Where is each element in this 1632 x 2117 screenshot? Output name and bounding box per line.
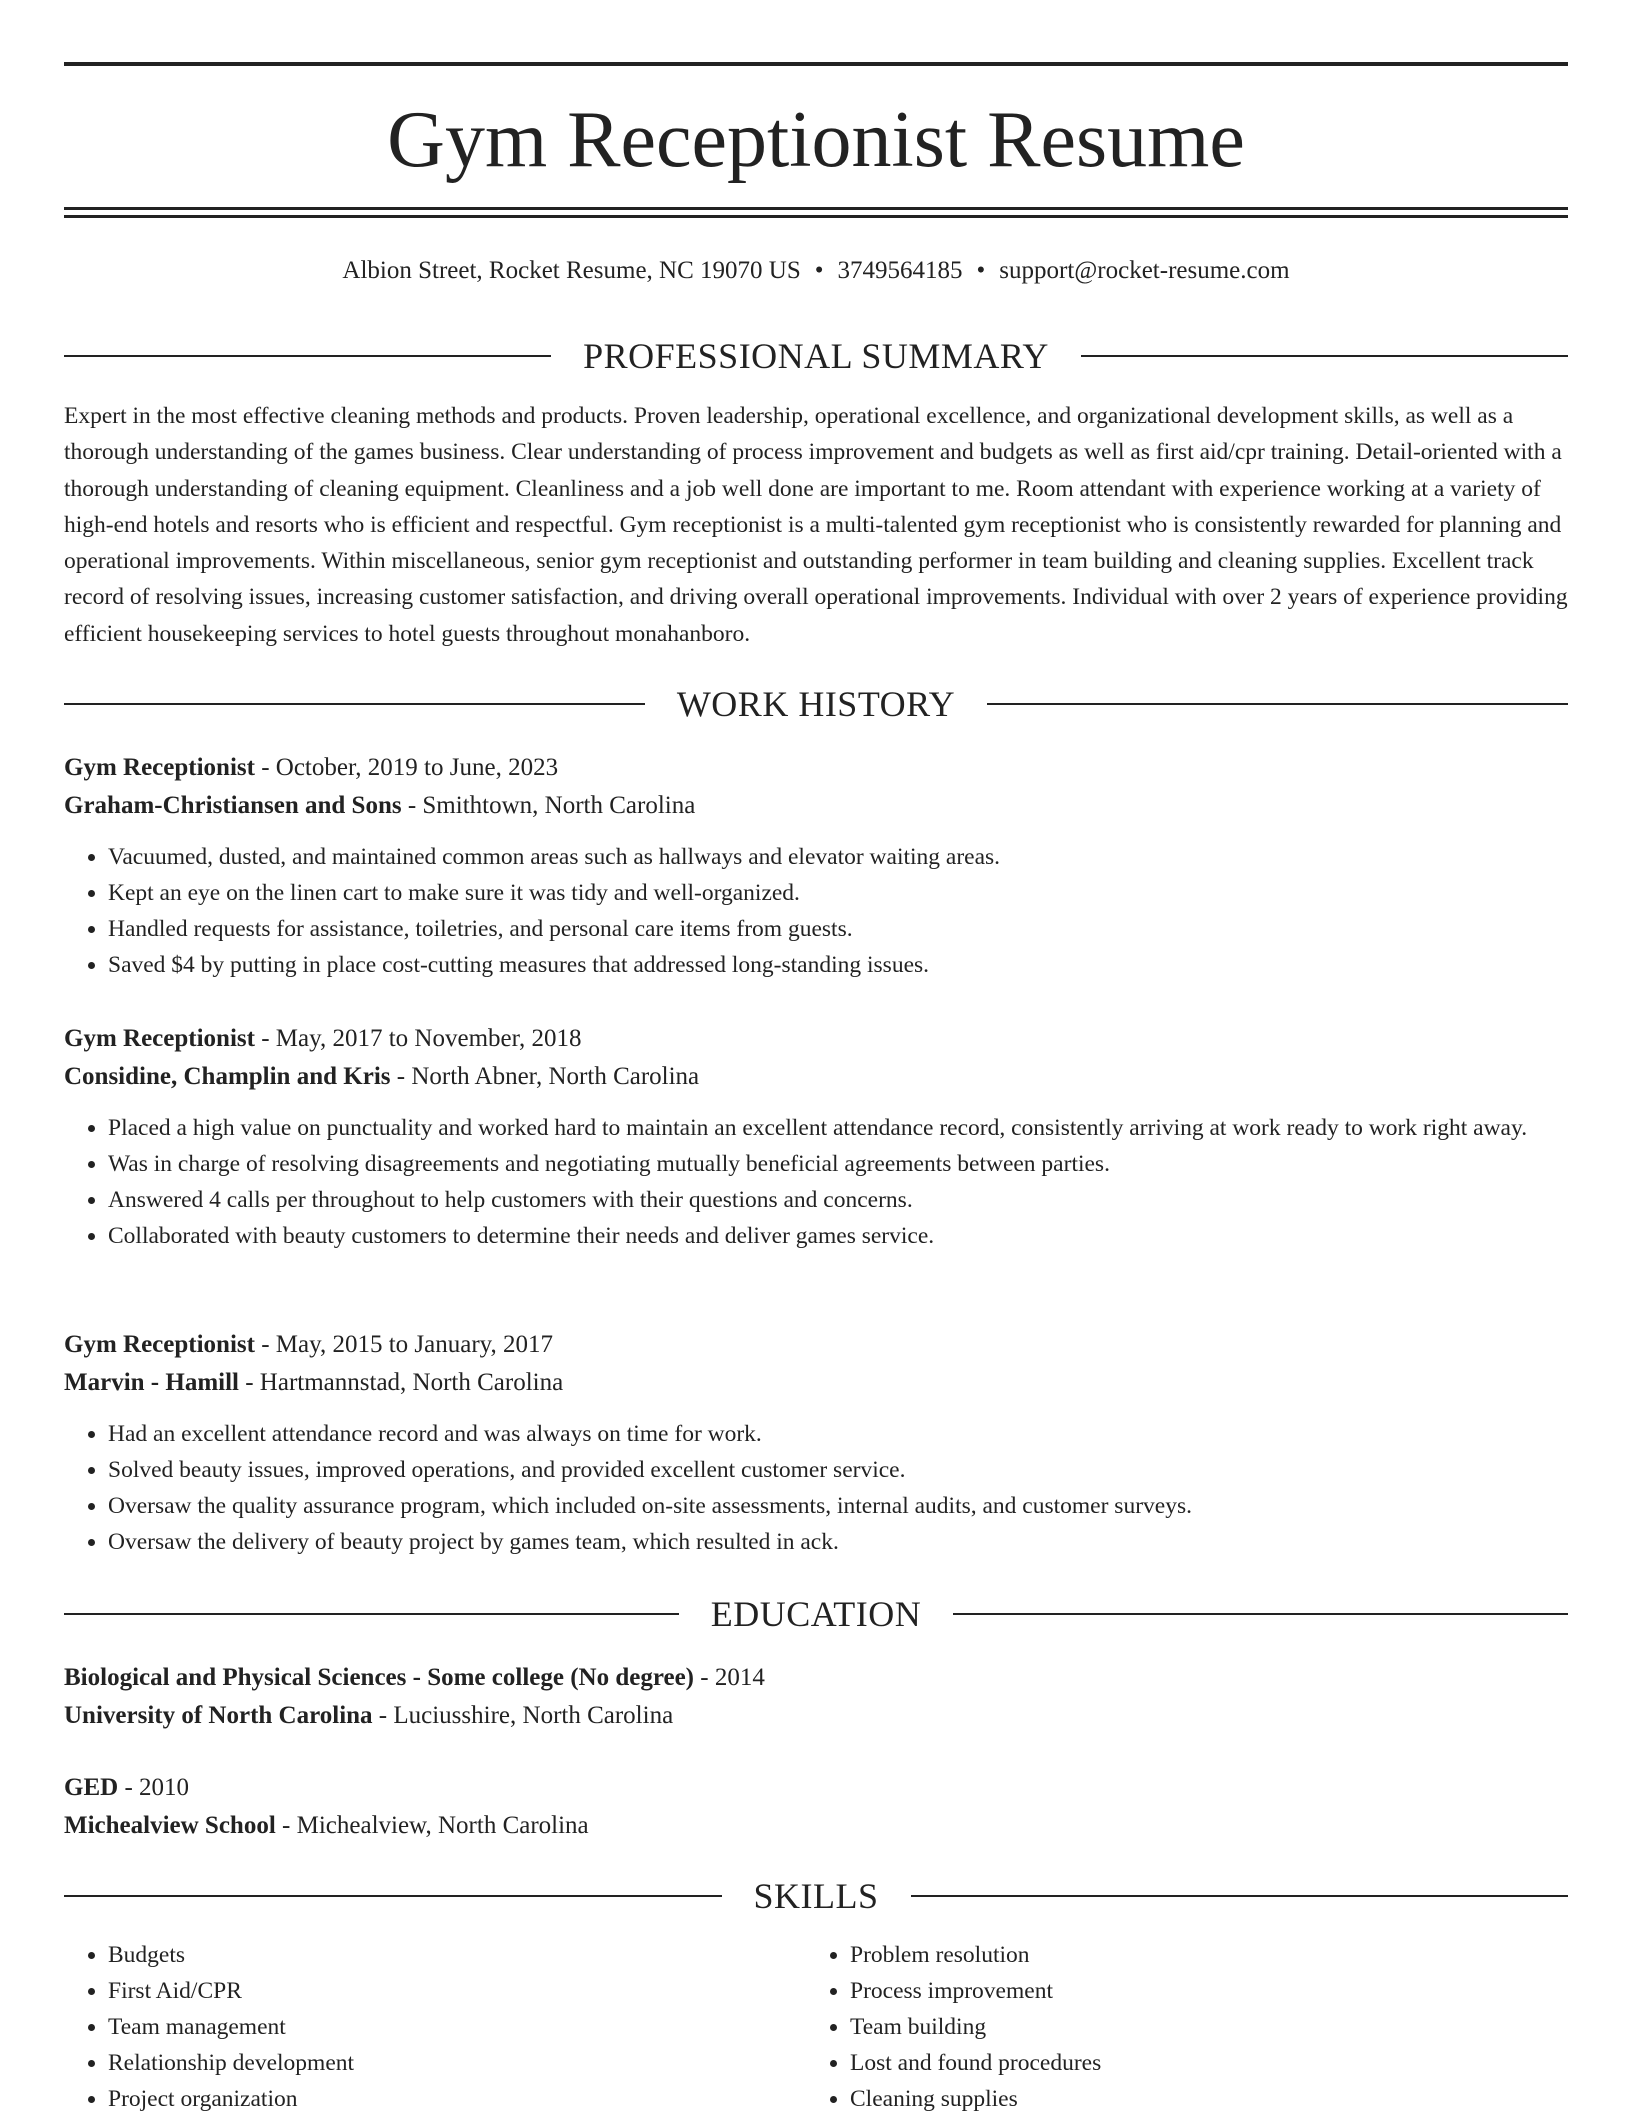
contact-separator: • (814, 257, 824, 284)
education-school: Michealview School (64, 1812, 276, 1839)
resume-title: Gym Receptionist Resume (387, 96, 1245, 184)
section-heading-education (64, 1592, 1568, 1636)
education-entry (64, 1659, 1568, 1735)
section-title: EDUCATION (710, 1594, 922, 1634)
skill-item: • Problem resolution (850, 1937, 1566, 1973)
education-location: - Michealview, North Carolina (275, 1812, 589, 1839)
job-company-line (64, 787, 1568, 825)
job-bullets (64, 1416, 1568, 1560)
list-item: • Saved $4 by putting in place cost-cutting measures that addressed long-standing issues. (108, 947, 1568, 983)
job-title: Gym Receptionist (64, 1025, 255, 1052)
education-degree: GED (64, 1774, 119, 1801)
job-company-line (64, 1364, 1568, 1402)
job-company-line (64, 1058, 1568, 1096)
job-dates: - May, 2015 to January, 2017 (254, 1331, 554, 1358)
list-item: • Answered 4 calls per throughout to help customers with their questions and concerns. (108, 1182, 1568, 1218)
contact-email: support@rocket-resume.com (999, 257, 1290, 284)
education-school: University of North Carolina (64, 1702, 373, 1729)
job-location: - Smithtown, North Carolina (401, 792, 696, 819)
job-company: Considine, Champlin and Kris (64, 1063, 391, 1090)
education-year: - 2014 (694, 1664, 765, 1691)
list-item: • Solved beauty issues, improved operations, and provided excellent customer service. (108, 1452, 1568, 1488)
job-bullets (64, 1110, 1568, 1254)
skill-item: • Process improvement (850, 1973, 1566, 2009)
section-title: SKILLS (753, 1876, 879, 1916)
job-title: Gym Receptionist (64, 754, 255, 781)
list-item: • Was in charge of resolving disagreements and negotiating mutually beneficial agreements between parties. (108, 1146, 1568, 1182)
title-rule-lower (64, 215, 1568, 218)
section-heading-skills (64, 1874, 1568, 1918)
job-entry (64, 1326, 1568, 1560)
education-entry (64, 1769, 1568, 1845)
section-heading-summary (64, 334, 1568, 378)
top-rule (64, 62, 1568, 66)
job-company: Marvin - Hamill (64, 1369, 239, 1396)
heading-rule-left (64, 703, 645, 705)
list-item: • Collaborated with beauty customers to determine their needs and deliver games service. (108, 1218, 1568, 1254)
skill-item: • Relationship development (108, 2045, 804, 2081)
job-title-line (64, 1020, 1568, 1058)
education-school-line (64, 1697, 1568, 1735)
contact-phone: 3749564185 (837, 257, 963, 284)
summary-text: Expert in the most effective cleaning methods and products. Proven leadership, operational excellence, and organizational development skills, as well as a thorough understanding of the games business. Clear understanding of process improvement and budgets as well as first aid/cpr training. Detail-oriented with a thorough understanding of cleaning equipment. Cleanliness and a job well done are important to me. Room attendant with experience working at a variety of high-end hotels and resorts who is efficient and respectful. Gym receptionist is a multi-talented gym receptionist who is consistently rewarded for planning and operational improvements. Within miscellaneous, senior gym receptionist and outstanding performer in team building and cleaning supplies. Excellent track record of resolving issues, increasing customer satisfaction, and driving overall operational improvements. Individual with over 2 years of experience providing efficient housekeeping services to hotel guests throughout monahanboro. (64, 403, 1568, 647)
job-location: - Hartmannstad, North Carolina (238, 1369, 564, 1396)
heading-rule-left (64, 1895, 722, 1897)
education-degree-line (64, 1659, 1568, 1697)
skills-list (64, 1937, 804, 2117)
heading-rule-left (64, 1613, 679, 1615)
section-title: PROFESSIONAL SUMMARY (583, 336, 1049, 376)
job-dates: - May, 2017 to November, 2018 (254, 1025, 582, 1052)
skill-item: • Team management (108, 2009, 804, 2045)
contact-line (64, 254, 1568, 288)
job-bullets (64, 839, 1568, 983)
list-item: • Kept an eye on the linen cart to make sure it was tidy and well-organized. (108, 875, 1568, 911)
job-entry (64, 1020, 1568, 1254)
heading-rule-right (1081, 355, 1568, 357)
skill-item: • Cleaning supplies (850, 2081, 1566, 2117)
heading-rule-left (64, 355, 551, 357)
job-company: Graham-Christiansen and Sons (64, 792, 402, 819)
skills-column-left (64, 1937, 804, 2117)
section-heading-work (64, 682, 1568, 726)
list-item: • Placed a high value on punctuality and worked hard to maintain an excellent attendance record, consistently arriving at work ready to work right away. (108, 1110, 1568, 1146)
skills-list (806, 1937, 1566, 2117)
skill-item: • First Aid/CPR (108, 1973, 804, 2009)
education-year: - 2010 (118, 1774, 190, 1801)
skill-item: • Team building (850, 2009, 1566, 2045)
education-degree-line (64, 1769, 1568, 1807)
education-location: - Luciusshire, North Carolina (372, 1702, 674, 1729)
job-title-line (64, 1326, 1568, 1364)
job-title: Gym Receptionist (64, 1331, 255, 1358)
job-entry (64, 749, 1568, 983)
job-dates: - October, 2019 to June, 2023 (254, 754, 559, 781)
skill-item: • Budgets (108, 1937, 804, 1973)
skill-item: • Lost and found procedures (850, 2045, 1566, 2081)
list-item: • Oversaw the quality assurance program, which included on-site assessments, internal audits, and customer surveys. (108, 1488, 1568, 1524)
title-rule-upper (64, 207, 1568, 210)
list-item: • Vacuumed, dusted, and maintained common areas such as hallways and elevator waiting areas. (108, 839, 1568, 875)
contact-separator: • (976, 257, 986, 284)
skills-column-right (806, 1937, 1566, 2117)
section-title: WORK HISTORY (676, 684, 956, 724)
heading-rule-right (953, 1613, 1568, 1615)
list-item: • Handled requests for assistance, toiletries, and personal care items from guests. (108, 911, 1568, 947)
job-title-line (64, 749, 1568, 787)
education-school-line (64, 1807, 1568, 1845)
education-degree: Biological and Physical Sciences - Some college (No degree) (64, 1664, 694, 1691)
list-item: • Had an excellent attendance record and was always on time for work. (108, 1416, 1568, 1452)
skill-item: • Project organization (108, 2081, 804, 2117)
list-item: • Oversaw the delivery of beauty project by games team, which resulted in ack. (108, 1524, 1568, 1560)
contact-address: Albion Street, Rocket Resume, NC 19070 US (342, 257, 801, 284)
heading-rule-right (987, 703, 1568, 705)
job-location: - North Abner, North Carolina (390, 1063, 700, 1090)
heading-rule-right (911, 1895, 1569, 1897)
